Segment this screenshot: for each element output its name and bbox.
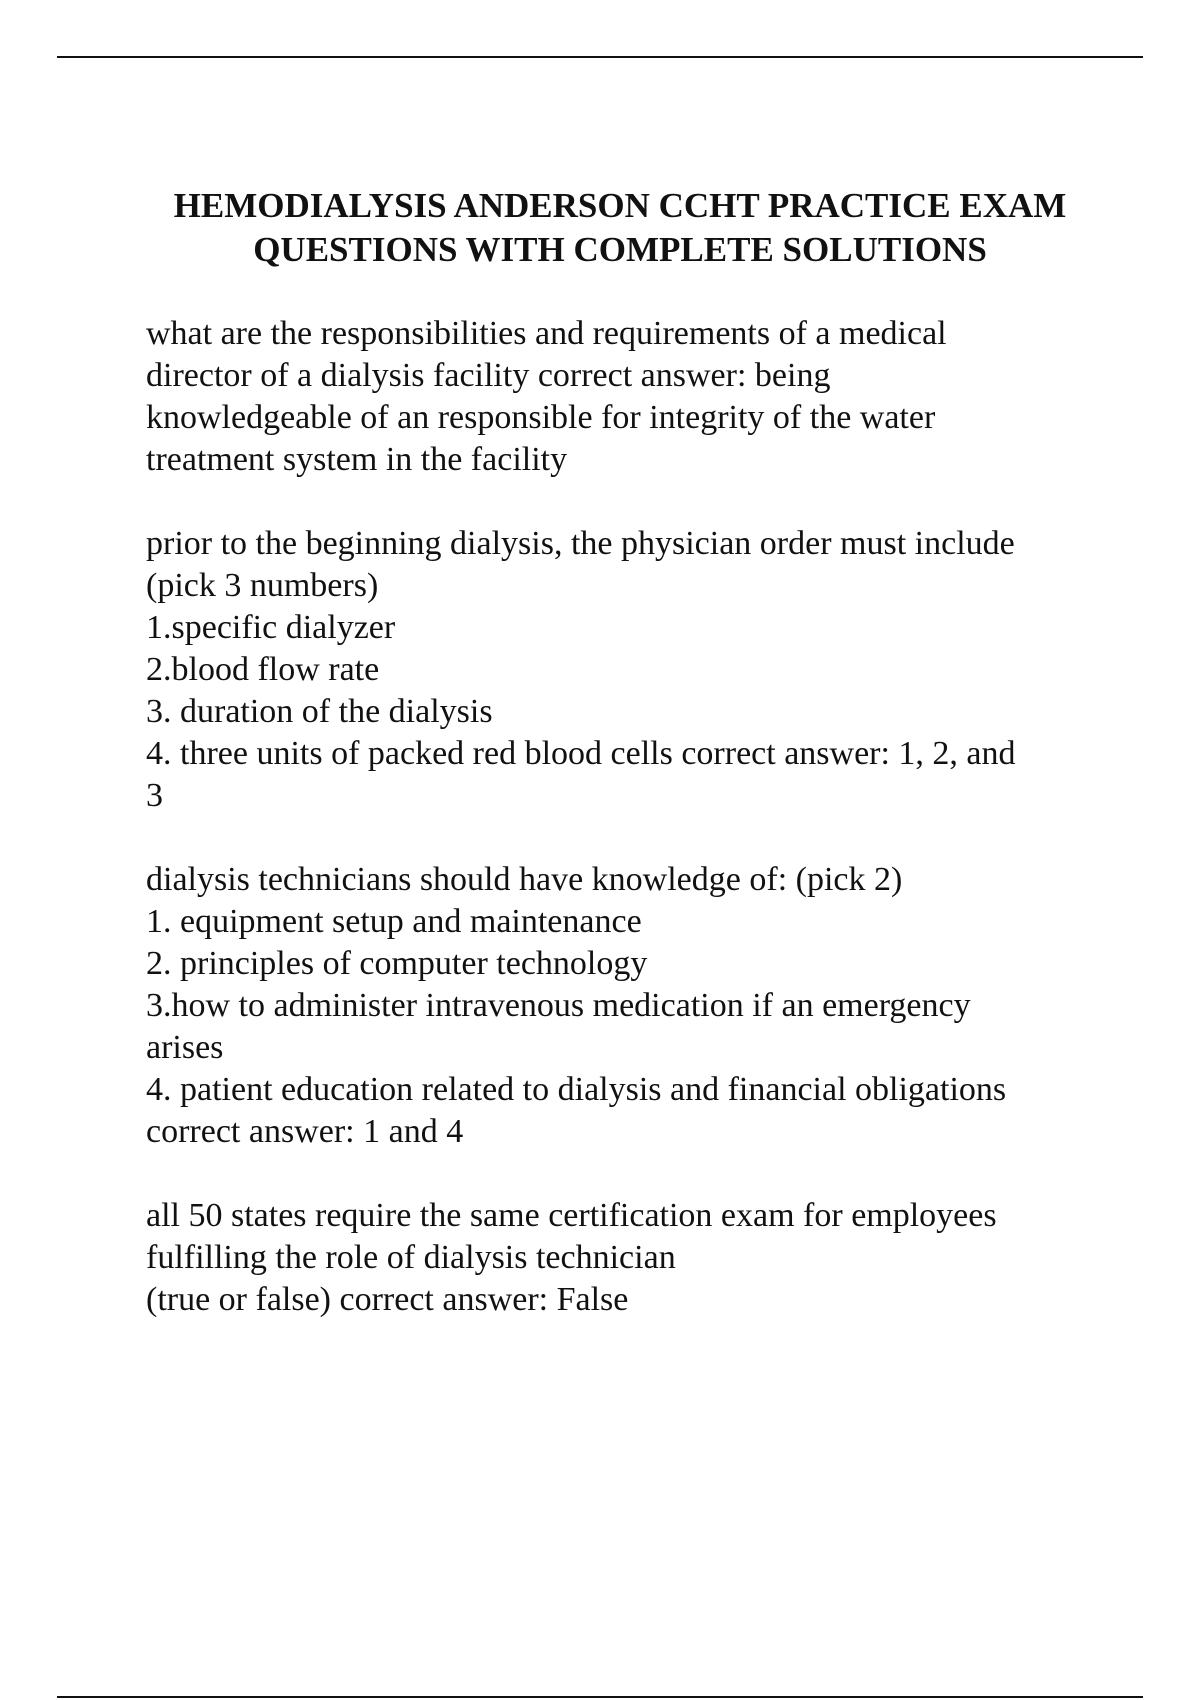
question-line: (pick 3 numbers) [146,567,379,604]
question-line: prior to the beginning dialysis, the physician order must include [146,525,1015,562]
question-line: 4. three units of packed red blood cells correct answer: 1, 2, and [146,735,1016,772]
question-line: what are the responsibilities and requirements of a medical [146,315,947,352]
question-line: 4. patient education related to dialysis and financial obligations [146,1071,1007,1108]
question-line: fulfilling the role of dialysis technician [146,1239,676,1276]
question-block [146,313,1146,481]
document-title [120,184,1120,272]
question-line: all 50 states require the same certification exam for employees [146,1197,997,1234]
question-line: director of a dialysis facility correct answer: being [146,357,831,394]
question-line: 3. duration of the dialysis [146,693,493,730]
question-line: (true or false) correct answer: False [146,1281,629,1318]
document-body [146,313,1146,1321]
question-line: 1.specific dialyzer [146,609,396,646]
top-rule [57,56,1143,58]
question-block [146,859,1146,1153]
bottom-rule [57,1696,1143,1698]
question-line: treatment system in the facility [146,441,568,478]
question-line: knowledgeable of an responsible for integrity of the water [146,399,936,436]
question-line: correct answer: 1 and 4 [146,1113,464,1150]
question-line: 3 [146,777,163,814]
question-block [146,1195,1146,1321]
title-line: QUESTIONS WITH COMPLETE SOLUTIONS [253,230,987,269]
question-line: arises [146,1029,224,1066]
question-line: 1. equipment setup and maintenance [146,903,642,940]
question-line: dialysis technicians should have knowledge of: (pick 2) [146,861,903,898]
question-line: 2.blood flow rate [146,651,380,688]
question-line: 3.how to administer intravenous medication if an emergency [146,987,971,1024]
question-line: 2. principles of computer technology [146,945,648,982]
question-block [146,523,1146,817]
title-line: HEMODIALYSIS ANDERSON CCHT PRACTICE EXAM [173,186,1067,225]
